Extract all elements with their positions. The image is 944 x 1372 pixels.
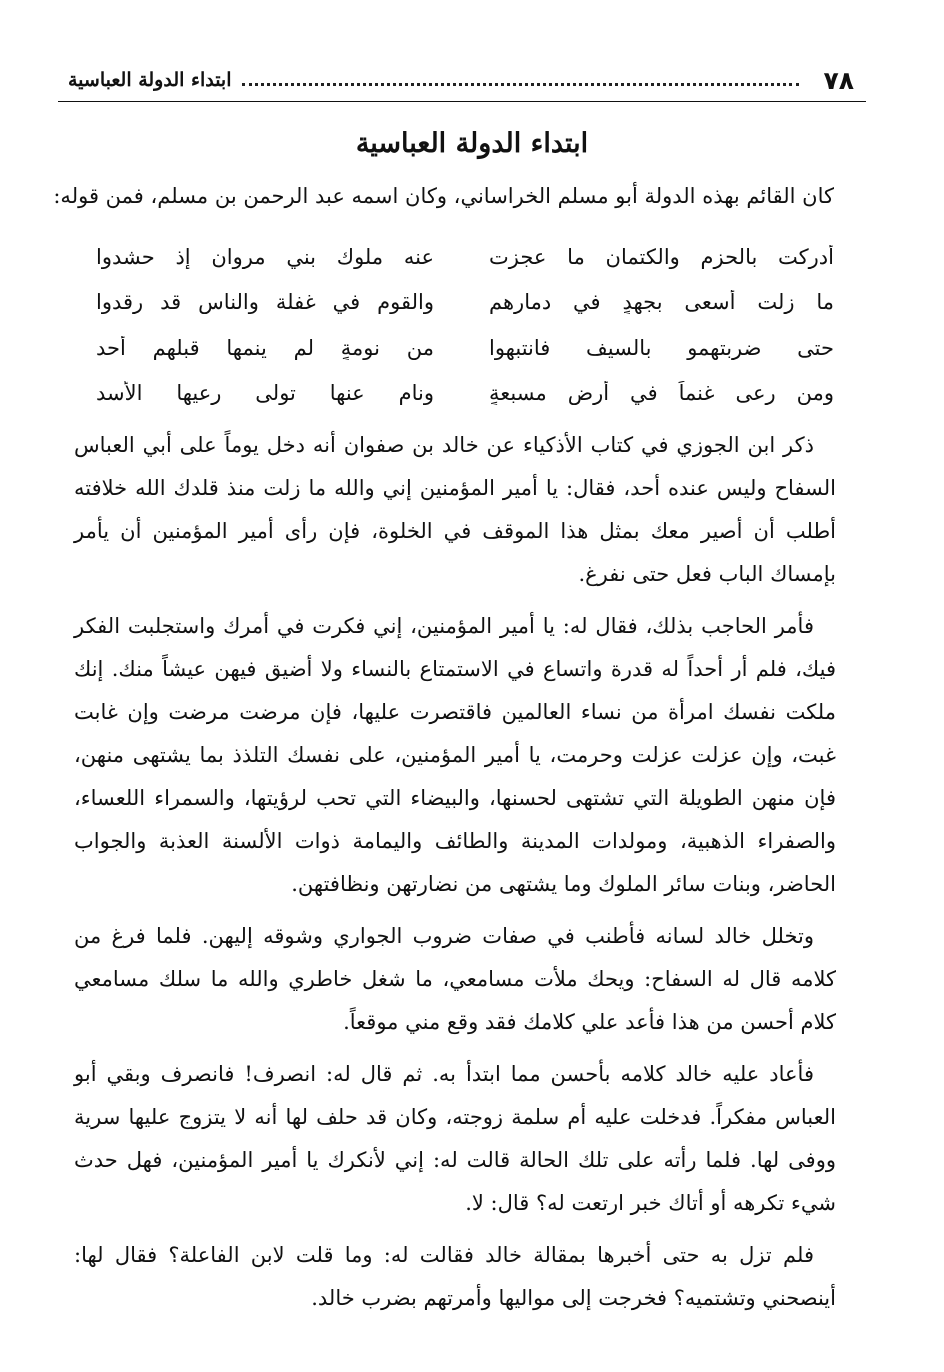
paragraph: فأعاد عليه خالد كلامه بأحسن مما ابتدأ به. ثم قال له: انصرف! فانصرف وبقي أبو العباس مفكراً. فدخلت عليه أم سلمة زوجته، وكان قد حلف لها أنه لا يتزوج عليها سرية ووفى لها. فلما رأته على تلك الحالة قالت له: إني لأنكرك يا أمير المؤمنين، فهل حدث شيء تكرهه أو أتاك خبر ارتعت له؟ قال: لا.: [74, 1062, 836, 1215]
page-header: [68, 60, 854, 100]
verse-first-hemistich: أدركت بالحزم والكتمان ما عجزت: [489, 244, 834, 269]
poem-verse: [80, 280, 834, 326]
verse-second-hemistich: من نومةٍ لم ينمها قبلهم أحد: [96, 335, 434, 360]
poem-verse: [80, 371, 834, 417]
poem: [80, 234, 834, 416]
paragraph: وتخلل خالد لسانه فأطنب في صفات ضروب الجواري وشوقه إليهن. فلما فرغ من كلامه قال له السفاح: ويحك ملأت مسامعي، ما شغل خاطري والله ما سلك مسامعي كلام أحسن من هذا فأعد علي كلامك فقد وقع مني موقعاً.: [74, 924, 836, 1034]
body-text: [74, 424, 836, 1329]
header-rule: [58, 101, 866, 102]
poem-verse: [80, 234, 834, 280]
running-title: ابتداء الدولة العباسية: [68, 69, 232, 91]
verse-second-hemistich: والقوم في غفلة والناس قد رقدوا: [96, 290, 434, 315]
paragraph: ذكر ابن الجوزي في كتاب الأذكياء عن خالد بن صفوان أنه دخل يوماً على أبي العباس السفاح وليس عنده أحد، فقال: يا أمير المؤمنين إني والله ما زلت منذ قلدك الله خلافته أطلب أن أصير معك بمثل هذا الموقف في الخلوة، فإن رأى أمير المؤمنين أن يأمر بإمساك الباب فعل حتى نفرغ.: [74, 433, 836, 586]
running-head: [68, 69, 807, 91]
verse-first-hemistich: ومن رعى غنماً في أرض مسبعةٍ: [489, 381, 834, 406]
verse-first-hemistich: حتى ضربتهمو بالسيف فانتبهوا: [489, 335, 834, 360]
chapter-title: ابتداء الدولة العباسية: [355, 128, 589, 159]
verse-second-hemistich: ونام عنها تولى رعيها الأسد: [96, 381, 434, 406]
verse-first-hemistich: ما زلت أسعى بجهدٍ في دمارهم: [489, 290, 834, 315]
intro-line: كان القائم بهذه الدولة أبو مسلم الخراساني، وكان اسمه عبد الرحمن بن مسلم، فمن قوله:: [53, 184, 834, 208]
paragraph: فأمر الحاجب بذلك، فقال له: يا أمير المؤمنين، إني فكرت في أمرك واستجلبت الفكر فيك، فلم أر أحداً له قدرة واتساع في الاستمتاع بالنساء ولا أضيق فيهن عيشاً منك. إنك ملكت نفسك امرأة من نساء العالمين فاقتصرت عليها، فإن مرضت مرضت وإن غابت غبت، وإن عزلت عزلت وحرمت، يا أمير المؤمنين، على نفسك التلذذ بما يشتهى منهن، فإن منهن الطويلة التي تشتهى لحسنها، والبيضاء التي تحب لرؤيتها، والسمراء اللعساء، والصفراء الذهبية، ومولدات المدينة والطائف واليمامة ذوات الألسنة العذبة والجواب الحاضر، وبنات سائر الملوك وما يشتهى من نضارتهن ونظافتهن.: [74, 614, 836, 896]
paragraph: فلم تزل به حتى أخبرها بمقالة خالد فقالت له: وما قلت لابن الفاعلة؟ فقال لها: أينصحني وتشتميه؟ فخرجت إلى مواليها وأمرتهم بضرب خالد.: [74, 1243, 836, 1310]
verse-second-hemistich: عنه ملوك بني مروان إذ حشدوا: [96, 244, 434, 269]
poem-verse: [80, 325, 834, 371]
dot-leader: [242, 83, 800, 86]
page-number: ٧٨: [823, 65, 854, 95]
